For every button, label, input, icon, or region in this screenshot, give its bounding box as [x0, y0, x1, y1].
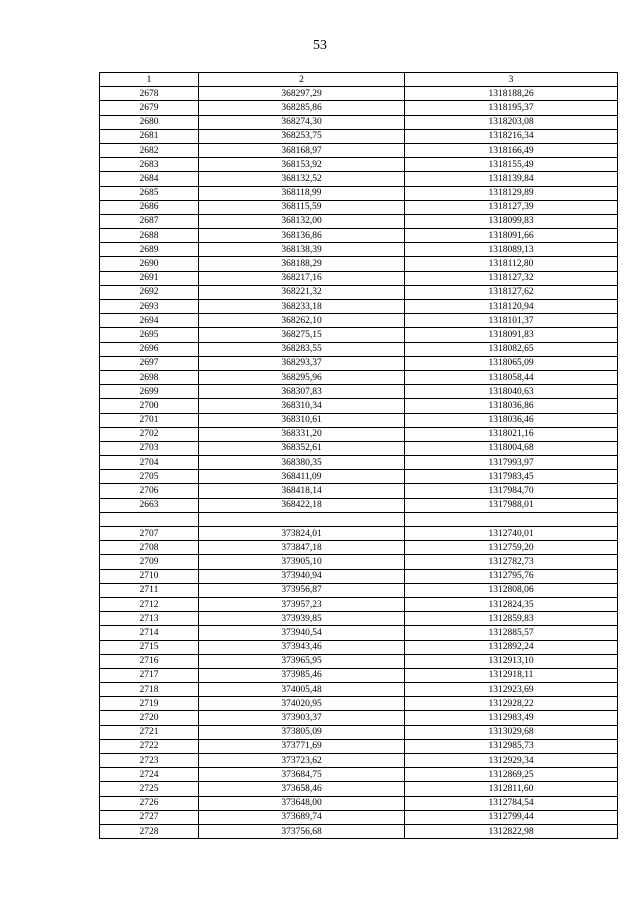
cell-point-number: 2697 [100, 356, 199, 370]
table-row [100, 271, 618, 285]
table-row [100, 541, 618, 555]
table-row [100, 555, 618, 569]
cell-point-number: 2709 [100, 555, 199, 569]
cell-point-number: 2702 [100, 427, 199, 441]
cell-point-number: 2717 [100, 668, 199, 682]
cell-y-coordinate: 1318112,80 [405, 257, 618, 271]
cell-x-coordinate: 374020,95 [199, 697, 405, 711]
table-row [100, 399, 618, 413]
cell-point-number: 2678 [100, 87, 199, 101]
table-row [100, 200, 618, 214]
cell-x-coordinate: 373940,54 [199, 626, 405, 640]
cell-y-coordinate: 1312928,22 [405, 697, 618, 711]
cell-y-coordinate: 1318101,37 [405, 314, 618, 328]
cell-x-coordinate: 368115,59 [199, 200, 405, 214]
cell-x-coordinate: 373723,62 [199, 754, 405, 768]
cell-y-coordinate: 1318089,13 [405, 243, 618, 257]
cell-x-coordinate: 368297,29 [199, 87, 405, 101]
cell-point-number: 2694 [100, 314, 199, 328]
cell-point-number: 2706 [100, 484, 199, 498]
cell-y-coordinate: 1312923,69 [405, 683, 618, 697]
cell-x-coordinate: 368253,75 [199, 129, 405, 143]
cell-y-coordinate: 1318082,65 [405, 342, 618, 356]
cell-y-coordinate: 1318216,34 [405, 129, 618, 143]
cell-x-coordinate [199, 512, 405, 526]
table-row [100, 739, 618, 753]
cell-point-number: 2699 [100, 385, 199, 399]
cell-y-coordinate: 1318091,83 [405, 328, 618, 342]
cell-point-number: 2714 [100, 626, 199, 640]
cell-point-number: 2713 [100, 612, 199, 626]
table-row [100, 101, 618, 115]
cell-y-coordinate: 1318004,68 [405, 441, 618, 455]
cell-point-number: 2724 [100, 768, 199, 782]
cell-point-number: 2721 [100, 725, 199, 739]
cell-x-coordinate: 368411,09 [199, 470, 405, 484]
cell-y-coordinate: 1312740,01 [405, 527, 618, 541]
cell-point-number: 2705 [100, 470, 199, 484]
table-row [100, 782, 618, 796]
table-row [100, 285, 618, 299]
cell-y-coordinate: 1312892,24 [405, 640, 618, 654]
cell-point-number: 2698 [100, 370, 199, 384]
cell-y-coordinate: 1312913,10 [405, 654, 618, 668]
cell-x-coordinate: 368422,18 [199, 498, 405, 512]
cell-y-coordinate: 1318058,44 [405, 370, 618, 384]
cell-x-coordinate: 373805,09 [199, 725, 405, 739]
cell-point-number: 2703 [100, 441, 199, 455]
cell-x-coordinate: 368331,20 [199, 427, 405, 441]
table-row [100, 342, 618, 356]
cell-x-coordinate: 368168,97 [199, 143, 405, 157]
cell-x-coordinate: 373756,68 [199, 824, 405, 838]
cell-point-number: 2722 [100, 739, 199, 753]
table-row [100, 370, 618, 384]
cell-y-coordinate: 1312869,25 [405, 768, 618, 782]
cell-y-coordinate: 1318099,83 [405, 214, 618, 228]
table-row [100, 427, 618, 441]
cell-point-number [100, 512, 199, 526]
table-row [100, 527, 618, 541]
cell-point-number: 2691 [100, 271, 199, 285]
table-row [100, 810, 618, 824]
table-row [100, 711, 618, 725]
cell-point-number: 2723 [100, 754, 199, 768]
table-row [100, 654, 618, 668]
cell-y-coordinate: 1318127,62 [405, 285, 618, 299]
cell-x-coordinate: 368136,86 [199, 229, 405, 243]
cell-y-coordinate: 1312983,49 [405, 711, 618, 725]
cell-x-coordinate: 373957,23 [199, 597, 405, 611]
cell-y-coordinate: 1318127,32 [405, 271, 618, 285]
cell-x-coordinate: 368153,92 [199, 158, 405, 172]
cell-x-coordinate: 373903,37 [199, 711, 405, 725]
cell-point-number: 2680 [100, 115, 199, 129]
cell-point-number: 2710 [100, 569, 199, 583]
cell-y-coordinate: 1318155,49 [405, 158, 618, 172]
cell-y-coordinate: 1312824,35 [405, 597, 618, 611]
cell-x-coordinate: 373956,87 [199, 583, 405, 597]
cell-x-coordinate: 373689,74 [199, 810, 405, 824]
table-row [100, 87, 618, 101]
cell-point-number: 2704 [100, 456, 199, 470]
cell-y-coordinate: 1318129,89 [405, 186, 618, 200]
cell-y-coordinate: 1318188,26 [405, 87, 618, 101]
cell-x-coordinate: 368132,52 [199, 172, 405, 186]
cell-point-number: 2690 [100, 257, 199, 271]
cell-y-coordinate: 1318021,16 [405, 427, 618, 441]
cell-x-coordinate: 373684,75 [199, 768, 405, 782]
cell-x-coordinate: 373771,69 [199, 739, 405, 753]
cell-point-number: 2684 [100, 172, 199, 186]
cell-point-number: 2685 [100, 186, 199, 200]
cell-y-coordinate: 1318036,46 [405, 413, 618, 427]
table-row [100, 824, 618, 838]
cell-y-coordinate: 1312859,83 [405, 612, 618, 626]
cell-point-number: 2681 [100, 129, 199, 143]
cell-x-coordinate: 368418,14 [199, 484, 405, 498]
cell-point-number: 2727 [100, 810, 199, 824]
cell-y-coordinate: 1318166,49 [405, 143, 618, 157]
cell-y-coordinate: 1312799,44 [405, 810, 618, 824]
cell-point-number: 2725 [100, 782, 199, 796]
cell-y-coordinate: 1312795,76 [405, 569, 618, 583]
cell-point-number: 2716 [100, 654, 199, 668]
table-row [100, 626, 618, 640]
cell-y-coordinate: 1312811,60 [405, 782, 618, 796]
table-row [100, 356, 618, 370]
cell-point-number: 2728 [100, 824, 199, 838]
table-row [100, 441, 618, 455]
cell-y-coordinate: 1317988,01 [405, 498, 618, 512]
table-row [100, 484, 618, 498]
cell-point-number: 2692 [100, 285, 199, 299]
cell-x-coordinate: 368285,86 [199, 101, 405, 115]
cell-x-coordinate: 368217,16 [199, 271, 405, 285]
cell-x-coordinate: 373940,94 [199, 569, 405, 583]
cell-x-coordinate: 368221,32 [199, 285, 405, 299]
table-row [100, 640, 618, 654]
cell-y-coordinate: 1318139,84 [405, 172, 618, 186]
table-row [100, 569, 618, 583]
cell-y-coordinate: 1312784,54 [405, 796, 618, 810]
table-row [100, 498, 618, 512]
table-row [100, 754, 618, 768]
cell-y-coordinate: 1317983,45 [405, 470, 618, 484]
table-row [100, 768, 618, 782]
cell-x-coordinate: 373658,46 [199, 782, 405, 796]
table-row [100, 612, 618, 626]
cell-y-coordinate: 1312918,11 [405, 668, 618, 682]
cell-x-coordinate: 368380,35 [199, 456, 405, 470]
cell-point-number: 2696 [100, 342, 199, 356]
cell-x-coordinate: 368352,61 [199, 441, 405, 455]
cell-y-coordinate: 1318127,39 [405, 200, 618, 214]
cell-point-number: 2715 [100, 640, 199, 654]
cell-x-coordinate: 368262,10 [199, 314, 405, 328]
cell-x-coordinate: 373943,46 [199, 640, 405, 654]
cell-y-coordinate: 1312759,20 [405, 541, 618, 555]
cell-x-coordinate: 368274,30 [199, 115, 405, 129]
cell-point-number: 2693 [100, 300, 199, 314]
cell-x-coordinate: 368310,34 [199, 399, 405, 413]
table-row [100, 129, 618, 143]
cell-point-number: 2711 [100, 583, 199, 597]
cell-y-coordinate: 1312808,06 [405, 583, 618, 597]
cell-point-number: 2679 [100, 101, 199, 115]
cell-x-coordinate: 368307,83 [199, 385, 405, 399]
cell-x-coordinate: 368132,00 [199, 214, 405, 228]
cell-x-coordinate: 373847,18 [199, 541, 405, 555]
cell-x-coordinate: 373985,46 [199, 668, 405, 682]
cell-x-coordinate: 368293,37 [199, 356, 405, 370]
cell-point-number: 2718 [100, 683, 199, 697]
cell-point-number: 2682 [100, 143, 199, 157]
cell-point-number: 2687 [100, 214, 199, 228]
cell-point-number: 2712 [100, 597, 199, 611]
cell-point-number: 2695 [100, 328, 199, 342]
cell-y-coordinate: 1312985,73 [405, 739, 618, 753]
cell-x-coordinate: 368138,39 [199, 243, 405, 257]
cell-point-number: 2719 [100, 697, 199, 711]
cell-point-number: 2663 [100, 498, 199, 512]
cell-y-coordinate [405, 512, 618, 526]
table-row [100, 300, 618, 314]
cell-x-coordinate: 368233,18 [199, 300, 405, 314]
cell-point-number: 2708 [100, 541, 199, 555]
table-row [100, 413, 618, 427]
table-row [100, 470, 618, 484]
cell-x-coordinate: 368275,15 [199, 328, 405, 342]
cell-y-coordinate: 1318203,08 [405, 115, 618, 129]
table-row [100, 796, 618, 810]
cell-point-number: 2688 [100, 229, 199, 243]
cell-x-coordinate: 368283,55 [199, 342, 405, 356]
table-row [100, 158, 618, 172]
cell-point-number: 2686 [100, 200, 199, 214]
cell-point-number: 2701 [100, 413, 199, 427]
column-header-point: 1 [100, 73, 199, 87]
table-row [100, 668, 618, 682]
page-number: 53 [313, 38, 327, 53]
cell-x-coordinate: 368118,99 [199, 186, 405, 200]
table-row [100, 385, 618, 399]
table-row [100, 597, 618, 611]
table-row [100, 186, 618, 200]
table-row [100, 115, 618, 129]
cell-y-coordinate: 1318195,37 [405, 101, 618, 115]
cell-y-coordinate: 1317993,97 [405, 456, 618, 470]
cell-point-number: 2707 [100, 527, 199, 541]
table-row [100, 697, 618, 711]
cell-point-number: 2726 [100, 796, 199, 810]
table-row [100, 314, 618, 328]
column-header-y: 3 [405, 73, 618, 87]
cell-y-coordinate: 1318040,63 [405, 385, 618, 399]
cell-x-coordinate: 373648,00 [199, 796, 405, 810]
column-header-x: 2 [199, 73, 405, 87]
table-row [100, 257, 618, 271]
cell-x-coordinate: 368310,61 [199, 413, 405, 427]
table-body [100, 87, 618, 839]
table-row [100, 328, 618, 342]
cell-x-coordinate: 373905,10 [199, 555, 405, 569]
cell-point-number: 2720 [100, 711, 199, 725]
cell-x-coordinate: 374005,48 [199, 683, 405, 697]
cell-x-coordinate: 373965,95 [199, 654, 405, 668]
table-row [100, 512, 618, 526]
coordinates-table [99, 72, 618, 839]
table-row [100, 172, 618, 186]
table-row [100, 725, 618, 739]
table-row [100, 683, 618, 697]
cell-x-coordinate: 368295,96 [199, 370, 405, 384]
table-header-row [100, 73, 618, 87]
table-row [100, 456, 618, 470]
table-row [100, 243, 618, 257]
cell-point-number: 2683 [100, 158, 199, 172]
cell-x-coordinate: 373939,85 [199, 612, 405, 626]
table-row [100, 143, 618, 157]
cell-y-coordinate: 1318036,86 [405, 399, 618, 413]
cell-y-coordinate: 1318120,94 [405, 300, 618, 314]
cell-y-coordinate: 1317984,70 [405, 484, 618, 498]
cell-y-coordinate: 1312929,34 [405, 754, 618, 768]
cell-y-coordinate: 1312782,73 [405, 555, 618, 569]
cell-y-coordinate: 1312885,57 [405, 626, 618, 640]
cell-x-coordinate: 373824,01 [199, 527, 405, 541]
cell-y-coordinate: 1312822,98 [405, 824, 618, 838]
cell-x-coordinate: 368188,29 [199, 257, 405, 271]
cell-y-coordinate: 1318091,66 [405, 229, 618, 243]
table-row [100, 229, 618, 243]
table-row [100, 583, 618, 597]
cell-y-coordinate: 1318065,09 [405, 356, 618, 370]
table-row [100, 214, 618, 228]
cell-point-number: 2689 [100, 243, 199, 257]
cell-point-number: 2700 [100, 399, 199, 413]
cell-y-coordinate: 1313029,68 [405, 725, 618, 739]
